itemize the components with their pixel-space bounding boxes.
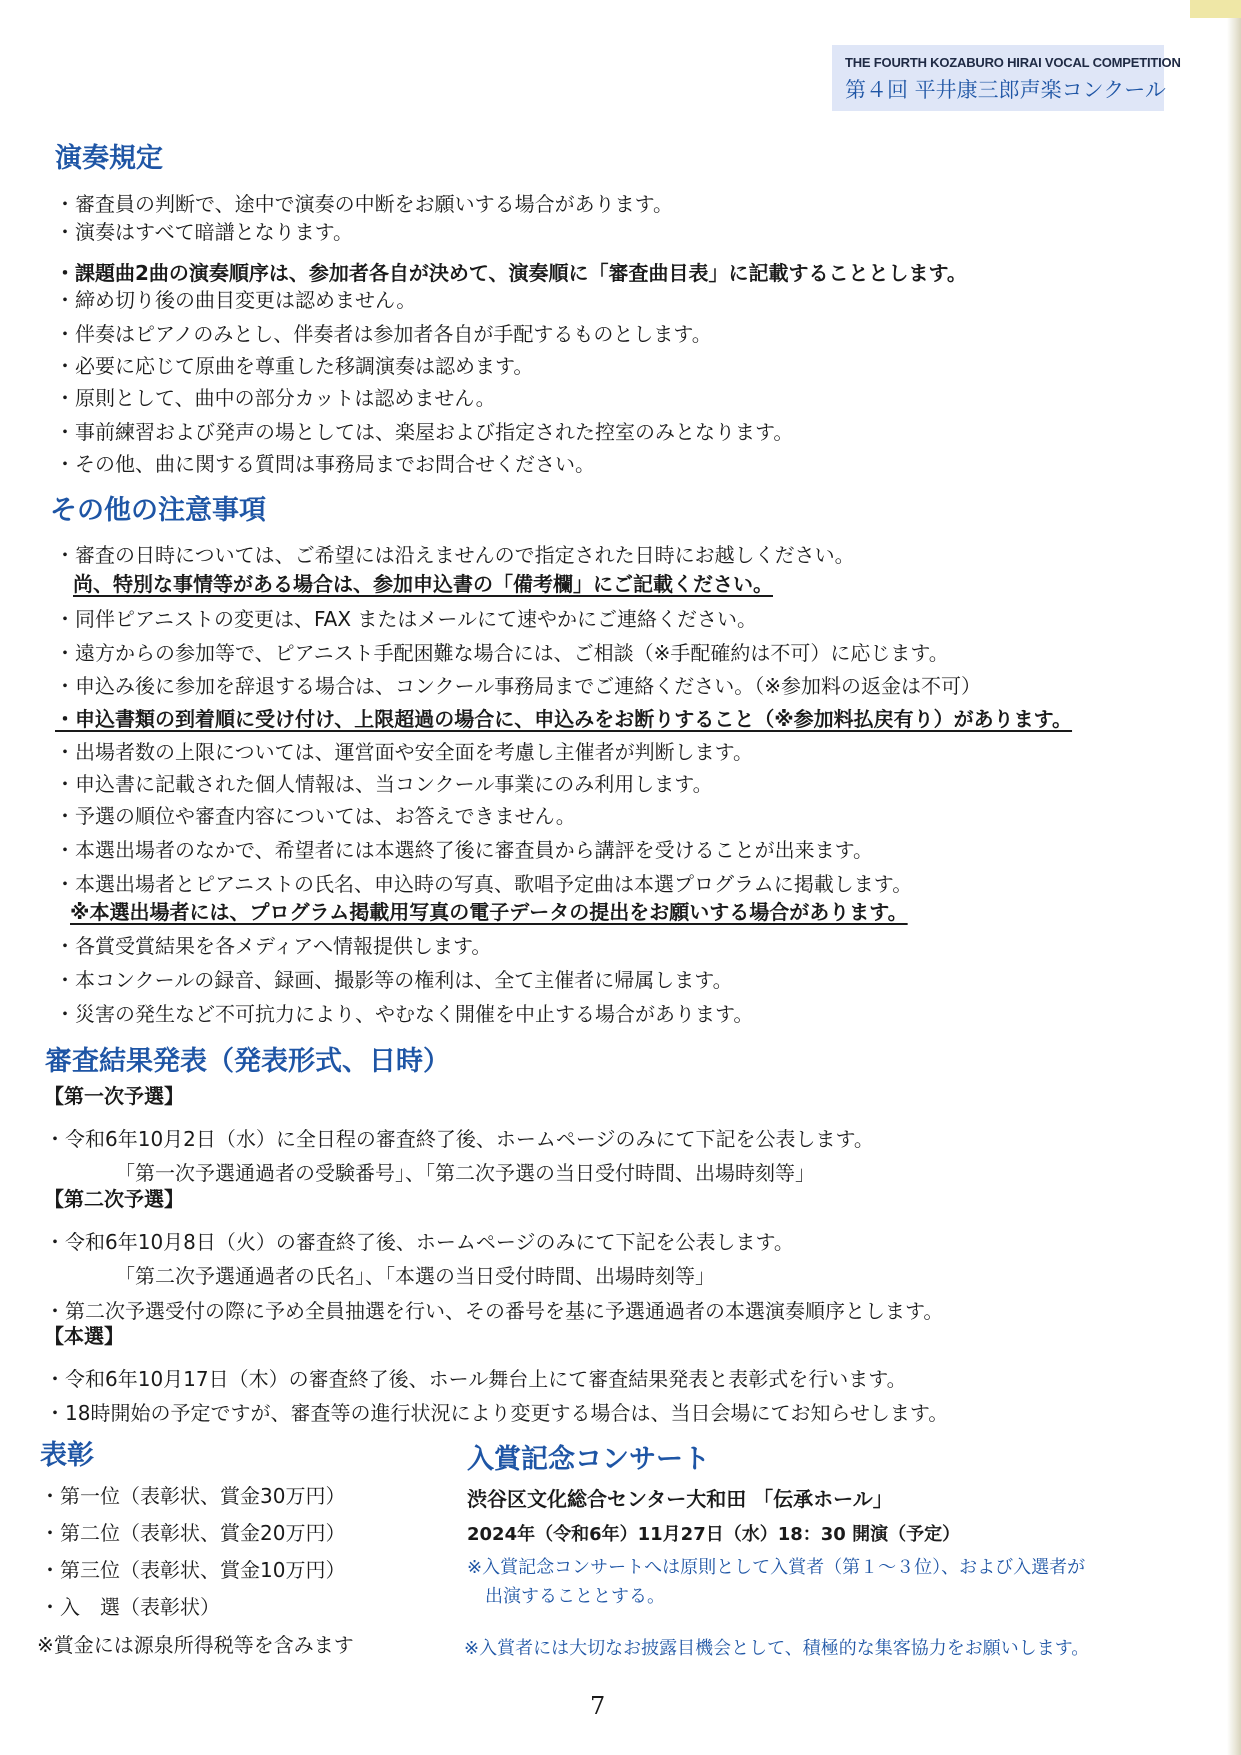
award-item: ・第一位（表彰状、賞金30万円） bbox=[40, 1484, 346, 1508]
concert-venue: 渋谷区文化総合センター大和田 「伝承ホール」 bbox=[467, 1487, 893, 1511]
notes-item: ・予選の順位や審査内容については、お答えできません。 bbox=[55, 804, 576, 828]
results-first-detail: 「第一次予選通過者の受験番号」、「第二次予選の当日受付時間、出場時刻等」 bbox=[115, 1161, 815, 1185]
notes-item: ・審査の日時については、ご希望には沿えませんので指定された日時にお越しください。 bbox=[55, 543, 855, 567]
results-final-line: ・令和6年10月17日（木）の審査終了後、ホール舞台上にて審査結果発表と表彰式を行います。 bbox=[45, 1367, 907, 1391]
award-item: ・入 選（表彰状） bbox=[40, 1595, 220, 1619]
notes-item: ・本選出場者とピアニストの氏名、申込時の写真、歌唱予定曲は本選プログラムに掲載します。 bbox=[55, 872, 913, 896]
rules-item: ・締め切り後の曲目変更は認めません。 bbox=[55, 288, 417, 312]
notes-item-emphasis: 尚、特別な事情等がある場合は、参加申込書の「備考欄」にご記載ください。 bbox=[73, 572, 773, 596]
page-number: 7 bbox=[590, 1692, 606, 1720]
concert-date: 2024年（令和6年）11月27日（水）18：30 開演（予定） bbox=[467, 1524, 961, 1545]
results-second-line: ・第二次予選受付の際に予め全員抽選を行い、その番号を基に予選通過者の本選演奏順序とします。 bbox=[45, 1299, 944, 1323]
notes-item: ・本選出場者のなかで、希望者には本選終了後に審査員から講評を受けることが出来ます。 bbox=[55, 838, 873, 862]
results-first-label: 【第一次予選】 bbox=[44, 1084, 184, 1108]
rules-item: ・原則として、曲中の部分カットは認めません。 bbox=[55, 386, 496, 410]
section-title-notes: その他の注意事項 bbox=[50, 495, 266, 526]
section-title-awards: 表彰 bbox=[40, 1440, 94, 1471]
results-second-label: 【第二次予選】 bbox=[44, 1187, 184, 1211]
notes-item-emphasis: ※本選出場者には、プログラム掲載用写真の電子データの提出をお願いする場合があります。 bbox=[70, 900, 908, 924]
rules-item: ・その他、曲に関する質問は事務局までお問合せください。 bbox=[55, 452, 595, 476]
page-tab-marker bbox=[1190, 0, 1241, 18]
concert-note: ※入賞記念コンサートへは原則として入賞者（第１～３位）、および入選者が bbox=[467, 1557, 1086, 1578]
concert-note-cont: 出演することとする。 bbox=[485, 1586, 665, 1607]
page-edge-shadow bbox=[1227, 0, 1241, 1755]
notes-item: ・遠方からの参加等で、ピアニスト手配困難な場合には、ご相談（※手配確約は不可）に応じます。 bbox=[55, 641, 949, 665]
notes-item: ・各賞受賞結果を各メディアへ情報提供します。 bbox=[55, 934, 492, 958]
notes-item: ・同伴ピアニストの変更は、FAX またはメールにて速やかにご連絡ください。 bbox=[55, 607, 758, 631]
rules-item: ・必要に応じて原曲を尊重した移調演奏は認めます。 bbox=[55, 354, 534, 378]
award-note: ※賞金には源泉所得税等を含みます bbox=[37, 1633, 354, 1657]
notes-item: ・出場者数の上限については、運営面や安全面を考慮し主催者が判断します。 bbox=[55, 740, 753, 764]
results-second-detail: 「第二次予選通過者の氏名」、「本選の当日受付時間、出場時刻等」 bbox=[115, 1264, 715, 1288]
results-final-line: ・18時開始の予定ですが、審査等の進行状況により変更する場合は、当日会場にてお知らせします。 bbox=[45, 1401, 949, 1425]
results-second-line: ・令和6年10月8日（火）の審査終了後、ホームページのみにて下記を公表します。 bbox=[45, 1230, 794, 1254]
notes-item: ・災害の発生など不可抗力により、やむなく開催を中止する場合があります。 bbox=[55, 1002, 754, 1026]
rules-item: ・事前練習および発声の場としては、楽屋および指定された控室のみとなります。 bbox=[55, 420, 794, 444]
notes-item: ・申込み後に参加を辞退する場合は、コンクール事務局までご連絡ください。（※参加料の返金は不可） bbox=[55, 674, 981, 698]
competition-title-ja: 第４回 平井康三郎声楽コンクール bbox=[845, 78, 1166, 102]
rules-item-bold: ・課題曲2曲の演奏順序は、参加者各自が決めて、演奏順に「審査曲目表」に記載することとします。 bbox=[55, 261, 967, 285]
results-final-label: 【本選】 bbox=[44, 1324, 124, 1348]
competition-title-en: THE FOURTH KOZABURO HIRAI VOCAL COMPETITION bbox=[845, 55, 1181, 70]
rules-item: ・伴奏はピアノのみとし、伴奏者は参加者各自が手配するものとします。 bbox=[55, 322, 712, 346]
competition-badge bbox=[832, 45, 1181, 111]
section-title-rules: 演奏規定 bbox=[55, 143, 163, 174]
notes-item-emphasis: ・申込書類の到着順に受け付け、上限超過の場合に、申込みをお断りすること（※参加料払戻有り）があります。 bbox=[55, 707, 1073, 731]
rules-item: ・審査員の判断で、途中で演奏の中断をお願いする場合があります。 bbox=[55, 192, 673, 216]
rules-item: ・演奏はすべて暗譜となります。 bbox=[55, 220, 353, 244]
section-title-results: 審査結果発表（発表形式、日時） bbox=[45, 1046, 450, 1077]
award-item: ・第二位（表彰状、賞金20万円） bbox=[40, 1521, 346, 1545]
section-title-concert: 入賞記念コンサート bbox=[467, 1444, 710, 1475]
notes-item: ・本コンクールの録音、録画、撮影等の権利は、全て主催者に帰属します。 bbox=[55, 968, 733, 992]
concert-note: ※入賞者には大切なお披露目機会として、積極的な集客協力をお願いします。 bbox=[464, 1638, 1090, 1659]
notes-item: ・申込書に記載された個人情報は、当コンクール事業にのみ利用します。 bbox=[55, 772, 713, 796]
results-first-line: ・令和6年10月2日（水）に全日程の審査終了後、ホームページのみにて下記を公表します。 bbox=[45, 1127, 874, 1151]
award-item: ・第三位（表彰状、賞金10万円） bbox=[40, 1558, 346, 1582]
